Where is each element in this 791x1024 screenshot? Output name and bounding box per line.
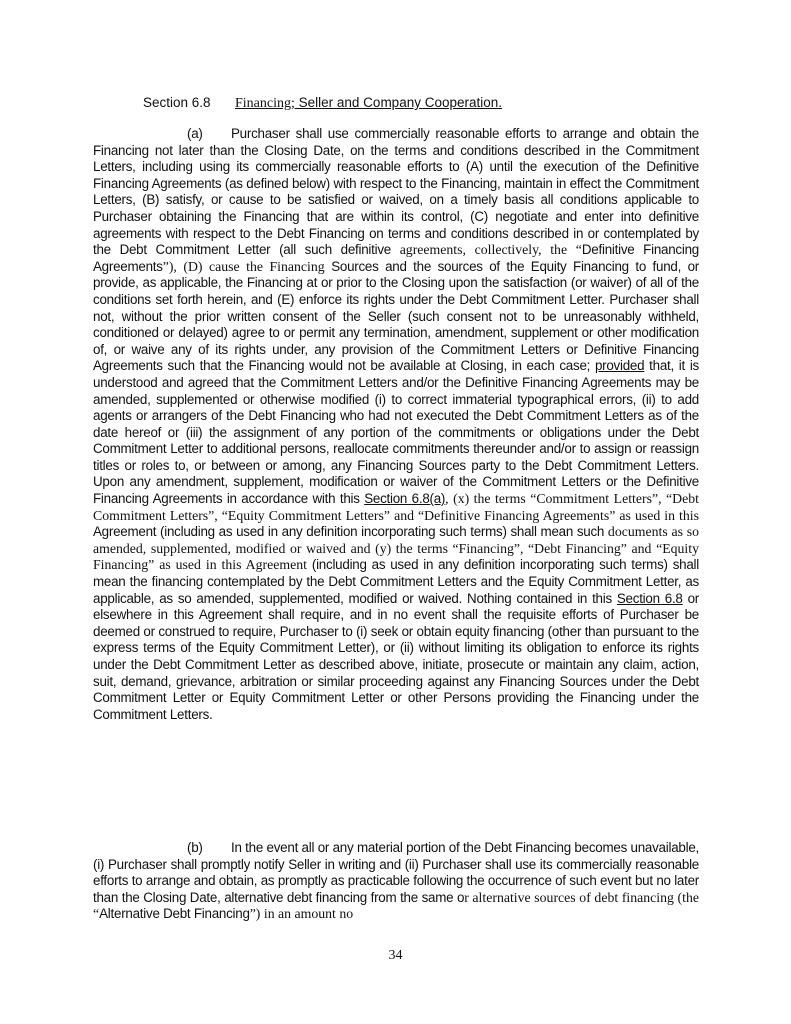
paragraph-b-text-4: ”) in an amount no	[249, 906, 354, 922]
paragraph-a-text-11: documents as so amended, supplemented, modified or waived and (y) the terms “Financing”, “Debt Financing” and “Equity Financing” as used in this Agreement	[93, 524, 700, 573]
section-title-financing: Financing;	[235, 96, 295, 111]
page-number: 34	[388, 948, 403, 963]
defined-term-alternative-debt-financing: Alternative Debt Financing	[99, 906, 250, 922]
paragraph-a	[93, 126, 699, 723]
section-title	[235, 95, 502, 110]
paragraph-a-marker: (a)	[187, 126, 203, 141]
paragraph-a-text-9: , (x) the terms “Commitment Letters”, “Debt Commitment Letters”, “Equity Commitment Letters” and “Definitive Financing Agreements” as used in this	[93, 491, 699, 523]
paragraph-a-text-4: ”), (D) cause the Financing	[162, 258, 332, 274]
paragraph-a-text-1: Purchaser shall use commercially reasonable efforts to arrange and obtain the Financing not later than the Closing Date, on the terms and conditions described in the Commitment Letters, including using its commercially reasonable efforts to (A) until the execution of the Definitive Financing Agreements (as defined below) with respect to the Financing, maintain in effect the Commitment Letters, (B) satisfy, or cause to be satisfied or waived, on a timely basis all conditions applicable to Purchaser obtaining the Financing that are within its control, (C) negotiate and enter into definitive agreements with respect to the Debt Financing on terms and conditions described in or contemplated by the Debt Commitment Letter (all such definitive	[93, 126, 699, 258]
paragraph-b-text-1: In the event all or any material portion of the Debt Financing becomes unavailable, (i) Purchaser shall promptly notify Seller in writing and (ii) Purchaser shall use its commercially reasonable efforts to arrange and obtain, as promptly as practicable following the occurrence of such event but no later than the Closing Date, alternative debt financing from the same o	[93, 840, 699, 905]
paragraph-b-text-2: r alternative sources of debt financing (the “	[93, 889, 700, 922]
section-number: Section 6.8	[143, 95, 211, 110]
paragraph-a-text-10: Agreement (including as used in any definition incorporating such terms) shall mean such	[93, 524, 608, 540]
provided-emphasis: provided	[594, 358, 645, 374]
section-title-cooperation: Seller and Company Cooperation.	[294, 95, 503, 110]
paragraph-a-text-7: that, it is understood and agreed that the Commitment Letters and/or the Definitive Financing Agreements may be amended, supplemented or otherwise modified (i) to correct immaterial typographical errors, (ii) to add agents or arrangers of the Debt Financing who had not executed the Debt Commitment Letters as of the date hereof or (iii) the assignment of any portion of the commitments or obligations under the Debt Commitment Letter to additional persons, reallocate commitments thereunder and/or to assign or reassign titles or roles to, or between or among, any Financing Sources party to the Debt Commitment Letters. Upon any amendment, supplement, modification or waiver of the Commitment Letters or the Definitive Financing Agreements in accordance with this	[93, 358, 699, 507]
paragraph-a-text-14: or elsewhere in this Agreement shall require, and in no event shall the requisite efforts of Purchaser be deemed or construed to require, Purchaser to (i) seek or obtain equity financing (other than pursuant to the express terms of the Equity Commitment Letter), or (ii) without limiting its obligation to enforce its rights under the Debt Commitment Letter as described above, initiate, prosecute or maintain any claim, action, suit, demand, grievance, arbitration or similar proceeding against any Financing Sources under the Debt Commitment Letter or Equity Commitment Letter or other Persons providing the Financing under the Commitment Letters.	[93, 590, 699, 722]
defined-term-definitive-financing-agreements: Definitive Financing Agreements	[93, 242, 699, 274]
paragraph-a-text-5: Sources and the sources of the Equity Financing to fund, or provide, as applicable, the Financing at or prior to the Closing upon the satisfaction (or waiver) of all of the conditions set forth herein, and (E) enforce its rights under the Debt Commitment Letter. Purchaser shall not, without the prior written consent of the Seller (such consent not to be unreasonably withheld, conditioned or delayed) agree to or permit any termination, amendment, supplement or other modification of, or waive any of its rights under, any provision of the Commitment Letters or Definitive Financing Agreements such that the Financing would not be available at Closing, in each case;	[93, 258, 699, 374]
paragraph-b-marker: (b)	[187, 840, 203, 855]
paragraph-a-text-2: agreements, collectively, the “	[399, 242, 582, 258]
paragraph-a-text-12: (including as used in any definition incorporating such terms) shall mean the financing contemplated by the Debt Commitment Letters and the Equity Commitment Letter, as applicable, as so amended, supplemented, modified or waived. Nothing contained in this	[93, 557, 699, 606]
section-ref-6-8: Section 6.8	[616, 590, 683, 606]
section-ref-6-8-a: Section 6.8(a)	[364, 491, 446, 507]
section-heading	[143, 94, 502, 112]
paragraph-b	[93, 840, 699, 923]
